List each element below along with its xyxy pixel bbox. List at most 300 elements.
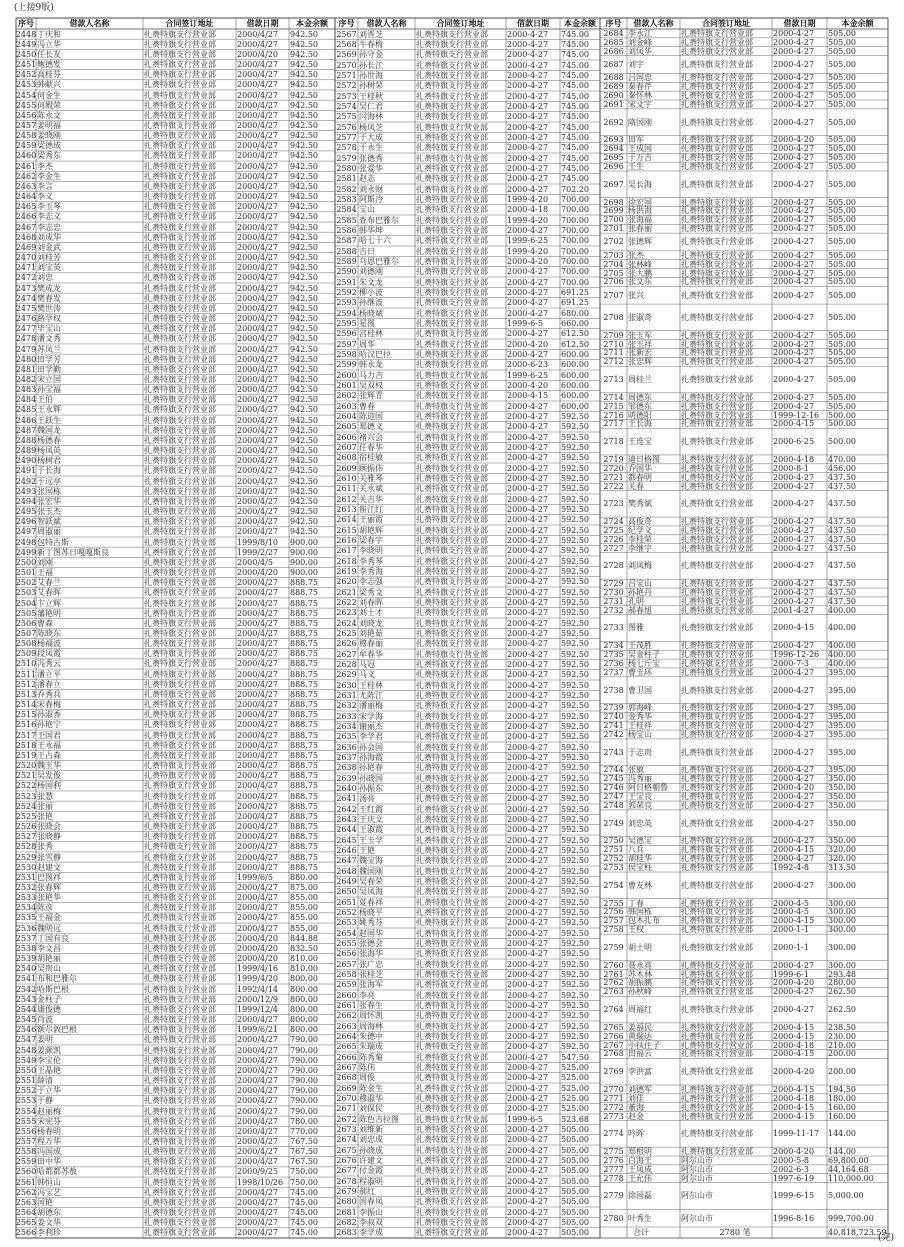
borrower-name-cell: 王连宝 — [628, 437, 652, 447]
borrower-name-cell: 张海华 — [359, 949, 383, 959]
loan-date-cell: 2000-4-27 — [507, 277, 549, 287]
borrower-name-cell: 冯秀云 — [37, 659, 61, 669]
contract-address-cell: 扎赉特旗支行营业部 — [416, 1104, 488, 1114]
seq-cell: 2652 — [336, 907, 357, 917]
contract-address-cell: 扎赉特旗支行营业部 — [144, 395, 216, 405]
principal-balance-cell: 592.50 — [561, 411, 589, 421]
contract-address-cell: 扎赉特旗支行营业部 — [681, 162, 753, 171]
borrower-name-cell: 杨春明 — [37, 1126, 61, 1136]
contract-address-cell: 扎赉特旗支行营业部 — [144, 639, 216, 649]
principal-balance-cell: 942.50 — [290, 303, 318, 313]
principal-balance-cell: 592.50 — [561, 763, 589, 773]
principal-balance-cell: 700.00 — [561, 194, 589, 204]
loan-date-cell: 2000-4-27 — [507, 1073, 549, 1083]
principal-balance-cell: 437.50 — [828, 579, 856, 589]
loan-date-cell: 2000-4-15 — [773, 1049, 815, 1059]
seq-cell: 2705 — [603, 268, 624, 278]
loan-date-cell: 2000/4/27 — [237, 100, 279, 110]
borrower-name-cell: 田军 — [628, 135, 644, 145]
principal-balance-cell: 745.00 — [290, 1228, 318, 1238]
principal-balance-cell: 888.75 — [290, 588, 318, 598]
loan-date-cell: 2000/4/27 — [237, 791, 279, 801]
loan-date-cell: 2000-4-27 — [507, 112, 549, 122]
seq-cell: 2619 — [336, 566, 357, 576]
contract-address-cell: 扎赉特旗支行营业部 — [681, 46, 753, 56]
borrower-name-cell: 哈七十六 — [359, 236, 391, 246]
borrower-name-cell: 图雅 — [628, 623, 644, 633]
loan-date-cell: 2000-4-27 — [773, 348, 815, 358]
loan-date-cell: 2000-4-27 — [773, 534, 815, 544]
seq-cell: 2711 — [603, 348, 624, 358]
contract-address-cell: 扎赉特旗支行营业部 — [681, 375, 753, 384]
contract-address-cell: 扎赉特旗支行营业部 — [144, 893, 216, 903]
contract-address-cell: 扎赉特旗支行营业部 — [416, 815, 488, 824]
borrower-name-cell: 梁秀文 — [359, 587, 383, 597]
loan-date-cell: 2000-4-27 — [773, 1005, 815, 1015]
borrower-name-cell: 吕国忠 — [628, 73, 652, 83]
borrower-name-cell: 哈斯巴根 — [37, 984, 69, 994]
borrower-name-cell: 刘金武 — [37, 242, 61, 252]
seq-cell: 2630 — [336, 680, 357, 690]
borrower-name-cell: 潘丽梅 — [359, 701, 383, 711]
loan-date-cell: 2000-4-27 — [507, 432, 549, 442]
principal-balance-cell: 592.50 — [561, 887, 589, 897]
seq-cell: 2776 — [603, 1156, 624, 1165]
seq-cell: 2780 — [603, 1213, 624, 1223]
seq-cell: 2461 — [16, 161, 36, 171]
principal-balance-cell: 592.50 — [561, 1042, 589, 1052]
loan-date-cell: 2000-4-27 — [507, 60, 549, 70]
seq-cell: 2675 — [336, 1145, 357, 1155]
principal-balance-cell: 300.00 — [828, 942, 856, 952]
contract-address-cell: 扎赉特旗支行营业部 — [144, 435, 216, 445]
borrower-name-cell: 巴图祥 — [37, 872, 61, 882]
contract-address-cell: 扎赉特旗支行营业部 — [681, 1102, 753, 1112]
principal-balance-cell: 592.50 — [561, 463, 589, 473]
seq-cell: 2742 — [603, 730, 624, 739]
borrower-name-cell: 郭海峰 — [628, 703, 652, 713]
borrower-name-cell: 赵国华 — [359, 928, 383, 938]
contract-address-cell: 扎赉特旗支行营业部 — [681, 579, 753, 589]
loan-date-cell: 2000-4-27 — [507, 132, 549, 142]
principal-balance-cell: 888.75 — [290, 761, 318, 771]
principal-balance-cell: 395.00 — [828, 667, 856, 677]
borrower-name-cell: 于大成 — [359, 133, 383, 142]
borrower-name-cell: 陈色吉拉图 — [359, 1114, 399, 1124]
seq-cell: 2690 — [603, 91, 624, 100]
principal-balance-cell: 592.50 — [561, 597, 589, 607]
contract-address-cell: 扎赉特旗支行营业部 — [144, 547, 216, 557]
borrower-name-cell: 刘德刚 — [359, 267, 383, 277]
seq-cell: 2459 — [16, 141, 36, 151]
contract-address-cell: 扎赉特旗支行营业部 — [144, 192, 216, 202]
borrower-name-cell: 王国君 — [37, 730, 61, 740]
loan-date-cell: 2000-4-27 — [507, 1155, 549, 1165]
principal-balance-cell: 942.50 — [290, 49, 318, 59]
seq-cell: 2468 — [16, 232, 36, 242]
borrower-name-cell: 黄瑞达 — [628, 1031, 652, 1041]
principal-balance-cell: 600.00 — [561, 370, 589, 380]
loan-date-cell: 2000-4-27 — [773, 144, 815, 154]
contract-address-cell: 扎赉特旗支行营业部 — [681, 730, 753, 739]
loan-date-cell: 2000-4-27 — [507, 1186, 549, 1196]
principal-balance-cell: 745.00 — [561, 60, 589, 70]
borrower-name-cell: 包特古斯 — [37, 537, 69, 547]
loan-date-cell: 2000-4-27 — [507, 442, 549, 452]
borrower-name-cell: 魏明远 — [37, 923, 61, 933]
loan-date-cell: 2000/4/27 — [237, 1076, 279, 1086]
seq-cell: 2568 — [336, 39, 357, 49]
borrower-name-cell: 刘宇 — [628, 59, 644, 69]
borrower-name-cell: 杨洪海 — [628, 206, 652, 216]
contract-address-cell: 扎赉特旗支行营业部 — [681, 1022, 753, 1032]
principal-balance-cell: 942.50 — [290, 151, 318, 161]
borrower-name-cell: 吴贵山 — [37, 964, 61, 974]
borrower-name-cell: 刘宝英 — [37, 263, 61, 273]
principal-balance-cell: 592.50 — [561, 494, 589, 504]
borrower-name-cell: 张敏 — [628, 765, 644, 775]
contract-address-cell: 扎赉特旗支行营业部 — [681, 1129, 753, 1139]
loan-date-cell: 2000-4-27 — [507, 91, 549, 101]
contract-address-cell: 扎赉特旗支行营业部 — [681, 268, 753, 278]
contract-address-cell: 扎赉特旗支行营业部 — [416, 494, 488, 504]
seq-cell: 2528 — [16, 842, 36, 852]
contract-address-cell: 扎赉特旗支行营业部 — [144, 1065, 216, 1075]
principal-balance-cell: 592.50 — [561, 628, 589, 638]
seq-cell: 2609 — [336, 463, 357, 473]
contract-address-cell: 扎赉特旗支行营业部 — [144, 822, 216, 832]
loan-date-cell: 2000/4/27 — [237, 70, 279, 80]
borrower-name-cell: 郑德义 — [359, 422, 383, 432]
principal-balance-cell: 395.00 — [828, 685, 856, 695]
principal-balance-cell: 505.00 — [828, 135, 856, 145]
loan-date-cell: 1999-4-20 — [507, 194, 549, 204]
principal-balance-cell: 942.50 — [290, 80, 318, 90]
principal-balance-cell: 592.50 — [561, 783, 589, 793]
principal-balance-cell: 505.00 — [828, 99, 856, 109]
borrower-name-cell: 刘凤梅 — [628, 561, 652, 571]
loan-date-cell: 2000/4/27 — [237, 405, 279, 415]
borrower-name-cell: 曹春 — [359, 401, 375, 411]
borrower-name-cell: 吴双权 — [359, 381, 383, 390]
seq-cell: 2643 — [336, 814, 357, 824]
seq-cell: 2697 — [603, 179, 624, 189]
seq-cell: 2515 — [16, 710, 36, 720]
loan-date-cell: 2000-4-27 — [773, 339, 815, 349]
principal-balance-cell: 395.00 — [828, 721, 856, 731]
borrower-name-cell: 张雪静 — [37, 852, 61, 862]
seq-cell: 2606 — [336, 432, 357, 442]
borrower-name-cell: 何殿荣 — [37, 100, 61, 110]
seq-cell: 2666 — [336, 1052, 357, 1062]
borrower-name-cell: 王红霞 — [359, 804, 383, 814]
contract-address-cell: 扎赉特旗支行营业部 — [681, 863, 753, 873]
principal-balance-cell: 942.50 — [290, 415, 318, 425]
loan-date-cell: 2000/4/27 — [237, 435, 279, 445]
loan-date-cell: 2000/4/27 — [237, 1116, 279, 1126]
loan-date-cell: 2000/4/27 — [237, 395, 279, 405]
contract-address-cell: 扎赉特旗支行营业部 — [416, 81, 488, 91]
principal-balance-cell: 505.00 — [561, 1124, 589, 1134]
principal-balance-cell: 942.50 — [290, 517, 318, 527]
contract-address-cell: 扎赉特旗支行营业部 — [416, 401, 488, 411]
contract-address-cell: 扎赉特旗支行营业部 — [144, 517, 216, 527]
loan-date-cell: 1999/12/4 — [237, 1004, 279, 1014]
principal-balance-cell: 592.50 — [561, 856, 589, 866]
borrower-name-cell: 吉日 — [359, 246, 375, 256]
seq-cell: 2755 — [603, 898, 624, 908]
principal-balance-cell: 745.00 — [561, 101, 589, 111]
principal-balance-cell: 400.00 — [828, 623, 856, 633]
borrower-name-cell: 王占森 — [37, 750, 61, 760]
borrower-name-cell: 李振山 — [359, 1207, 383, 1217]
contract-address-cell: 扎赉特旗支行营业部 — [416, 381, 488, 390]
contract-address-cell: 扎赉特旗支行营业部 — [144, 689, 216, 699]
borrower-name-cell: 吴金柱子 — [628, 650, 660, 660]
borrower-name-cell: 李玉琴 — [37, 202, 61, 212]
seq-cell: 2645 — [336, 835, 357, 845]
borrower-name-cell: 潘春立 — [37, 679, 61, 689]
loan-date-cell: 2000-4-27 — [507, 143, 549, 153]
loan-date-cell: 2000-4-27 — [773, 250, 815, 260]
loan-date-cell: 2000/4/27 — [237, 202, 279, 212]
contract-address-cell: 扎赉特旗支行营业部 — [144, 811, 216, 821]
principal-balance-cell: 942.50 — [290, 202, 318, 212]
loan-date-cell: 2000/4/27 — [237, 425, 279, 435]
seq-cell: 2655 — [336, 938, 357, 948]
contract-address-cell: 扎赉特旗支行营业部 — [144, 588, 216, 598]
borrower-name-cell: 张晓会 — [37, 822, 61, 832]
contract-address-cell: 扎赉特旗支行营业部 — [681, 845, 753, 855]
borrower-name-cell: 孙振东 — [359, 784, 383, 793]
borrower-name-cell: 陈金生 — [359, 1083, 383, 1093]
contract-address-cell: 扎赉特旗支行营业部 — [416, 29, 488, 39]
seq-cell: 2566 — [16, 1228, 36, 1238]
principal-balance-cell: 505.00 — [561, 1176, 589, 1186]
loan-date-cell: 2000-4-27 — [507, 949, 549, 959]
loan-date-cell: 2000/9/25 — [237, 1167, 279, 1177]
principal-balance-cell: 395.00 — [828, 765, 856, 775]
principal-balance-cell: 942.50 — [290, 232, 318, 242]
principal-balance-cell: 942.50 — [290, 425, 318, 435]
principal-balance-cell: 888.75 — [290, 608, 318, 618]
seq-cell: 2470 — [16, 253, 36, 263]
loan-date-cell: 2000-4-27 — [773, 854, 815, 864]
seq-cell: 2772 — [603, 1102, 624, 1112]
loan-date-cell: 2000/4/27 — [237, 415, 279, 425]
loan-date-cell: 2000-4-27 — [773, 237, 815, 247]
principal-balance-cell: 942.50 — [290, 293, 318, 303]
contract-address-cell: 扎赉特旗支行营业部 — [681, 250, 753, 260]
contract-address-cell: 扎赉特旗支行营业部 — [681, 179, 753, 189]
principal-balance-cell: 592.50 — [561, 442, 589, 452]
loan-date-cell: 2000/4/27 — [237, 283, 279, 293]
borrower-name-cell: 陈彦 — [37, 903, 53, 913]
seq-cell: 2707 — [603, 290, 624, 300]
principal-balance-cell: 745.00 — [290, 1208, 318, 1218]
principal-balance-cell: 592.50 — [561, 670, 589, 680]
borrower-name-cell: 姚秀芬 — [359, 918, 383, 928]
loan-date-cell: 2000-4-5 — [773, 898, 809, 908]
column-header: 借款日期 — [517, 18, 549, 28]
contract-address-cell: 扎赉特旗支行营业部 — [681, 801, 753, 810]
loan-date-cell: 2000-4-27 — [507, 918, 549, 928]
seq-cell: 2730 — [603, 588, 624, 597]
principal-balance-cell: 745.00 — [561, 132, 589, 142]
contract-address-cell: 扎赉特旗支行营业部 — [416, 112, 488, 122]
borrower-name-cell: 于静 — [37, 1096, 53, 1106]
principal-balance-cell: 855.00 — [290, 893, 318, 903]
seq-cell: 2691 — [603, 99, 624, 109]
principal-balance-cell: 942.50 — [290, 131, 318, 141]
loan-date-cell: 2000-4-15 — [773, 1031, 815, 1041]
seq-cell: 2671 — [336, 1104, 357, 1114]
contract-address-cell: 扎赉特旗支行营业部 — [681, 348, 753, 358]
contract-address-cell: 扎赉特旗支行营业部 — [681, 534, 753, 544]
loan-date-cell: 2000/4/27 — [237, 649, 279, 659]
loan-date-cell: 2000/4/27 — [237, 730, 279, 740]
principal-balance-cell: 942.50 — [290, 395, 318, 405]
borrower-name-cell: 赵金 — [628, 1111, 644, 1121]
loan-date-cell: 2000-4-27 — [507, 938, 549, 948]
borrower-name-cell: 毕宝山 — [37, 324, 61, 334]
principal-balance-cell: 888.75 — [290, 730, 318, 740]
principal-balance-cell: 400.00 — [828, 605, 856, 615]
principal-balance-cell: 942.50 — [290, 283, 318, 293]
contract-address-cell: 扎赉特旗支行营业部 — [416, 1052, 488, 1062]
loan-date-cell: 2000-4-27 — [507, 225, 549, 235]
principal-balance-cell: 942.50 — [290, 486, 318, 496]
contract-address-cell: 扎赉特旗支行营业部 — [416, 546, 488, 556]
principal-balance-cell: 745.00 — [561, 70, 589, 80]
principal-balance-cell: 437.50 — [828, 588, 856, 597]
loan-date-cell: 2000-4-15 — [773, 1102, 815, 1112]
contract-address-cell: 扎赉特旗支行营业部 — [144, 334, 216, 344]
contract-address-cell: 扎赉特旗支行营业部 — [681, 401, 753, 411]
borrower-name-cell: 顾振伟 — [359, 463, 383, 473]
principal-balance-cell: 600.00 — [561, 401, 589, 411]
borrower-name-cell: 隋国刚 — [628, 117, 652, 127]
loan-date-cell: 2000-6-23 — [507, 360, 549, 370]
seq-cell: 2595 — [336, 318, 357, 328]
borrower-name-cell: 董海 — [628, 1102, 644, 1112]
contract-address-cell: 扎赉特旗支行营业部 — [681, 99, 753, 109]
seq-cell: 2594 — [336, 308, 357, 318]
contract-address-cell: 扎赉特旗支行营业部 — [681, 641, 753, 651]
borrower-name-cell: 藩艳明 — [37, 608, 61, 618]
seq-cell: 2618 — [336, 556, 357, 566]
contract-address-cell: 扎赉特旗支行营业部 — [681, 1049, 753, 1059]
principal-balance-cell: 745.00 — [561, 122, 589, 132]
principal-balance-cell: 942.50 — [290, 100, 318, 110]
seq-cell: 2623 — [336, 608, 357, 618]
seq-cell: 2767 — [603, 1040, 624, 1050]
seq-cell: 2467 — [16, 222, 36, 232]
loan-date-cell: 2000-4-15 — [773, 916, 815, 926]
principal-balance-cell: 790.00 — [290, 1096, 318, 1106]
principal-balance-cell: 437.50 — [828, 499, 856, 509]
principal-balance-cell: 888.75 — [290, 689, 318, 699]
seq-cell: 2694 — [603, 144, 624, 154]
seq-cell: 2581 — [336, 174, 357, 184]
borrower-name-cell: 孙海霞 — [359, 753, 383, 762]
borrower-name-cell: 徐宏国 — [628, 197, 652, 207]
contract-address-cell: 扎赉特旗支行营业部 — [681, 685, 753, 695]
principal-balance-cell: 888.75 — [290, 791, 318, 801]
borrower-name-cell: 小扶住子 — [628, 1040, 660, 1050]
borrower-name-cell: 关永斌 — [359, 484, 383, 494]
borrower-name-cell: 阿日格朝鲁 — [628, 783, 668, 793]
loan-date-cell: 2000-6-25 — [773, 437, 815, 447]
borrower-name-cell: 关春 — [628, 481, 644, 491]
principal-balance-cell: 875.00 — [290, 882, 318, 892]
loan-date-cell: 2000/4/27 — [237, 1035, 279, 1045]
borrower-name-cell: 苏凤兰 — [37, 344, 61, 354]
contract-address-cell: 扎赉特旗支行营业部 — [416, 195, 488, 204]
seq-cell: 2628 — [336, 659, 357, 669]
principal-balance-cell: 505.00 — [828, 59, 856, 69]
contract-address-cell: 扎赉特旗支行营业部 — [144, 1147, 216, 1157]
principal-balance-cell: 505.00 — [561, 1186, 589, 1196]
borrower-name-cell: 李学成 — [359, 1228, 383, 1238]
borrower-name-cell: 刘春晖 — [359, 598, 383, 607]
contract-address-cell: 扎赉特旗支行营业部 — [681, 1067, 753, 1077]
principal-balance-cell: 505.00 — [828, 392, 856, 402]
contract-address-cell: 扎赉特旗支行营业部 — [144, 832, 216, 842]
borrower-name-cell: 孙艳丹 — [628, 588, 652, 597]
principal-balance-cell: 592.50 — [561, 804, 589, 814]
seq-cell: 2503 — [16, 588, 36, 598]
loan-date-cell: 2000-4-27 — [507, 887, 549, 897]
loan-date-cell: 2000/4/27 — [237, 273, 279, 283]
borrower-name-cell: 刘晋芝 — [359, 29, 383, 39]
loan-date-cell: 2000-4-27 — [773, 818, 815, 828]
borrower-name-cell: 路学权 — [37, 314, 61, 324]
borrower-name-cell: 潘立平 — [37, 669, 61, 679]
loan-date-cell: 2000/4/27 — [237, 720, 279, 730]
seq-cell: 2573 — [336, 91, 357, 101]
borrower-name-cell: 牟春华 — [359, 649, 383, 659]
continued-note: (上接9版) — [14, 3, 54, 13]
seq-cell: 2758 — [603, 925, 624, 935]
seq-cell: 2668 — [336, 1073, 357, 1083]
contract-address-cell: 扎赉特旗支行营业部 — [416, 422, 488, 432]
seq-cell: 2635 — [336, 732, 357, 742]
principal-balance-cell: 592.50 — [561, 876, 589, 886]
seq-cell: 2543 — [16, 994, 36, 1004]
borrower-name-cell: 李义 — [37, 192, 53, 202]
contract-address-cell: 扎赉特旗支行营业部 — [416, 1001, 488, 1010]
borrower-name-cell: 张德会 — [359, 939, 383, 948]
contract-address-cell: 扎赉特旗支行营业部 — [144, 171, 216, 181]
borrower-name-cell: 张玉军 — [628, 330, 652, 340]
borrower-name-cell: 王成国 — [628, 144, 652, 154]
principal-balance-cell: 745.00 — [561, 112, 589, 122]
loan-date-cell: 2000-4-27 — [507, 959, 549, 969]
borrower-name-cell: 张辉青 — [359, 391, 383, 401]
loan-date-cell: 1999/2/27 — [237, 547, 279, 557]
loan-date-cell: 2000-4-27 — [507, 752, 549, 762]
principal-balance-cell: 592.50 — [561, 990, 589, 1000]
contract-address-cell: 扎赉特旗支行营业部 — [144, 903, 216, 913]
principal-balance-cell: 942.50 — [290, 29, 318, 39]
borrower-name-cell: 吴凤海 — [359, 887, 383, 897]
seq-cell: 2737 — [603, 667, 624, 677]
principal-balance-cell: 900.00 — [290, 547, 318, 557]
seq-cell: 2510 — [16, 659, 36, 669]
borrower-name-cell: 王跃生 — [37, 415, 61, 425]
principal-balance-cell: 942.50 — [290, 171, 318, 181]
